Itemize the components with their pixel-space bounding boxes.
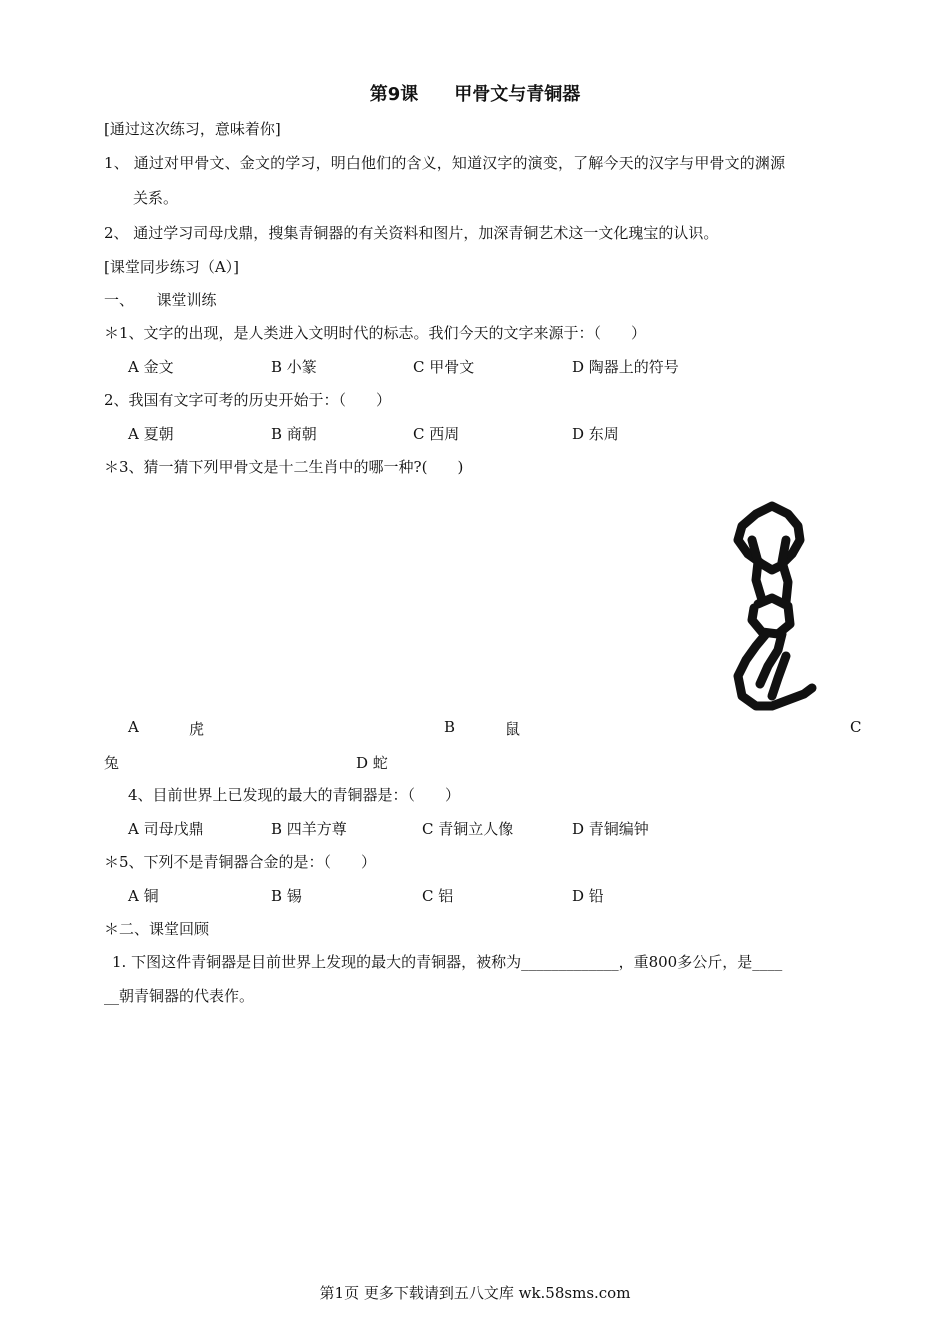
goal-1: 1、 通过对甲骨文、金文的学习，明白他们的含义，知道汉字的演变，了解今天的汉字与甲骨文的渊源 bbox=[104, 154, 786, 172]
question-3-stem: ＊3、猜一猜下列甲骨文是十二生肖中的哪一种?( ) bbox=[104, 458, 464, 476]
q2-option-a[interactable]: A 夏朝 bbox=[128, 425, 174, 443]
q1-option-b[interactable]: B 小篆 bbox=[271, 358, 317, 376]
q1-option-d[interactable]: D 陶器上的符号 bbox=[572, 358, 679, 376]
q3-option-d[interactable]: D 蛇 bbox=[356, 754, 388, 772]
section-2-heading: ＊二、课堂回顾 bbox=[104, 920, 210, 938]
goal-2: 2、 通过学习司母戊鼎，搜集青铜器的有关资料和图片，加深青铜艺术这一文化瑰宝的认识。 bbox=[104, 224, 719, 242]
q4-option-d[interactable]: D 青铜编钟 bbox=[572, 820, 649, 838]
q2-option-c[interactable]: C 西周 bbox=[413, 425, 460, 443]
q4-option-a[interactable]: A 司母戊鼎 bbox=[128, 820, 204, 838]
q3-option-a-text[interactable]: 虎 bbox=[189, 720, 205, 738]
question-4-stem: 4、目前世界上已发现的最大的青铜器是：（ ） bbox=[128, 786, 461, 804]
goal-1-cont: 关系。 bbox=[133, 189, 179, 207]
lesson-name: 甲骨文与青铜器 bbox=[454, 84, 581, 105]
q3-option-c-text[interactable]: 兔 bbox=[104, 754, 120, 772]
q1-option-c[interactable]: C 甲骨文 bbox=[413, 358, 475, 376]
review-1-line-2: __朝青铜器的代表作。 bbox=[104, 987, 255, 1005]
review-1-line-1: 1. 下图这件青铜器是目前世界上发现的最大的青铜器，被称为_____________，重800多公斤，是____ bbox=[112, 953, 783, 971]
q5-option-c[interactable]: C 铝 bbox=[422, 887, 454, 905]
page-title bbox=[0, 80, 950, 106]
q5-option-b[interactable]: B 锡 bbox=[271, 887, 302, 905]
page-footer: 第1页 更多下载请到五八文库 wk.58sms.com bbox=[319, 1284, 631, 1302]
q3-option-b-text[interactable]: 鼠 bbox=[505, 720, 521, 738]
q4-option-c[interactable]: C 青铜立人像 bbox=[422, 820, 514, 838]
q4-option-b[interactable]: B 四羊方尊 bbox=[271, 820, 347, 838]
intro-header: [通过这次练习，意味着你] bbox=[104, 120, 281, 138]
q2-option-d[interactable]: D 东周 bbox=[572, 425, 619, 443]
q5-option-d[interactable]: D 铅 bbox=[572, 887, 604, 905]
question-2-stem: 2、我国有文字可考的历史开始于：（ ） bbox=[104, 391, 392, 409]
question-5-stem: ＊5、下列不是青铜器合金的是：（ ） bbox=[104, 853, 377, 871]
oracle-bone-character-image bbox=[726, 500, 818, 718]
q5-option-a[interactable]: A 铜 bbox=[128, 887, 159, 905]
q3-option-c-letter[interactable]: C bbox=[850, 718, 862, 736]
question-1-stem: ＊1、文字的出现，是人类进入文明时代的标志。我们今天的文字来源于：（ ） bbox=[104, 324, 647, 342]
q2-option-b[interactable]: B 商朝 bbox=[271, 425, 317, 443]
lesson-number: 第9课 bbox=[369, 84, 419, 105]
section-1-heading: 一、 课堂训练 bbox=[104, 291, 217, 309]
q3-option-a-letter[interactable]: A bbox=[128, 718, 139, 736]
q3-option-b-letter[interactable]: B bbox=[444, 718, 456, 736]
q1-option-a[interactable]: A 金文 bbox=[128, 358, 174, 376]
practice-header: [课堂同步练习（A）] bbox=[104, 258, 240, 276]
